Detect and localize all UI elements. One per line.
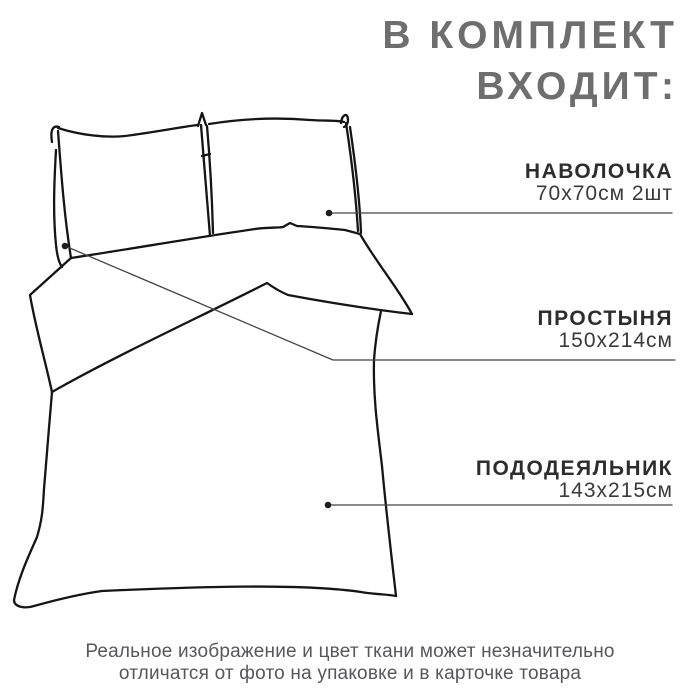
callout-sheet-size: 150х214см — [558, 329, 673, 352]
leader-dot-sheet — [62, 243, 69, 250]
callout-pillowcase — [525, 160, 673, 205]
page-title-line2: ВХОДИТ: — [476, 65, 678, 108]
left-pillow-left-edge — [58, 131, 71, 258]
callout-sheet — [538, 307, 673, 352]
callout-duvet — [476, 457, 673, 502]
page-title-line1: В КОМПЛЕКТ — [382, 14, 678, 57]
left-pillow-top-edge — [58, 125, 197, 137]
sheet-left-corner — [30, 258, 71, 392]
page-title — [382, 10, 678, 112]
sheet-right-edge — [360, 234, 412, 314]
duvet-right-edge — [374, 311, 396, 596]
right-pillow-top-edge — [209, 119, 344, 124]
disclaimer-line2: отличатся от фото на упаковке и в карточке товара — [118, 663, 582, 684]
disclaimer-line1: Реальное изображение и цвет ткани может незначительно — [85, 641, 615, 662]
disclaimer — [0, 641, 700, 685]
sheet-top-edge — [71, 223, 360, 258]
callout-duvet-size: 143х215см — [558, 479, 673, 502]
callout-duvet-name: ПОДОДЕЯЛЬНИК — [475, 457, 673, 480]
right-pillow-gusset-outer — [350, 127, 361, 233]
callout-sheet-name: ПРОСТЫНЯ — [537, 307, 673, 330]
callout-pillowcase-name: НАВОЛОЧКА — [524, 160, 673, 183]
leader-dot-duvet — [325, 502, 332, 509]
duvet-fold-edge — [52, 283, 412, 392]
leader-dot-pillowcase — [326, 210, 333, 217]
duvet — [14, 283, 412, 607]
duvet-left-edge — [14, 392, 52, 600]
pillows — [51, 113, 361, 267]
leader-dots — [62, 210, 333, 509]
callout-pillowcase-size: 70х70см 2шт — [535, 182, 673, 205]
duvet-bottom-edge — [14, 587, 396, 608]
pillow-knot-spike — [198, 113, 206, 126]
sheet — [30, 223, 412, 392]
